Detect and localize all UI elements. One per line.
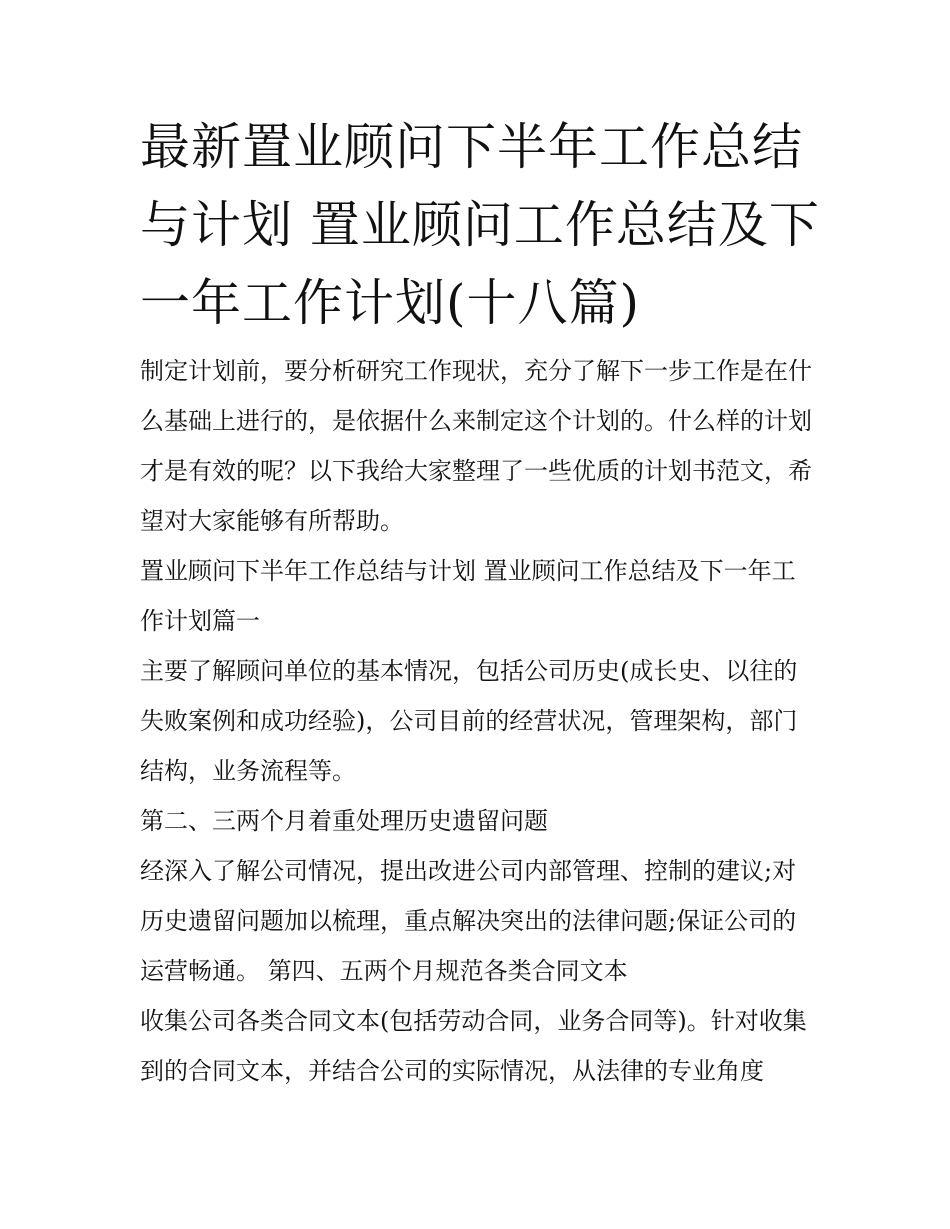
section-heading: 置业顾问下半年工作总结与计划 置业顾问工作总结及下一年工作计划篇一 — [140, 557, 796, 635]
body-paragraph: 经深入了解公司情况，提出改进公司内部管理、控制的建议;对历史遗留问题加以梳理，重点解决突出的法律问题;保证公司的运营畅通。 第四、五两个月规范各类合同文本 — [140, 857, 797, 985]
document-page — [140, 108, 820, 1096]
document-body — [140, 346, 820, 1096]
document-title: 最新置业顾问下半年工作总结与计划 置业顾问工作总结及下一年工作计划(十八篇) — [140, 118, 820, 332]
intro-paragraph: 制定计划前，要分析研究工作现状，充分了解下一步工作是在什么基础上进行的，是依据什么来制定这个计划的。什么样的计划才是有效的呢？以下我给大家整理了一些优质的计划书范文，希望对大家能够有所帮助。 — [140, 357, 812, 535]
body-paragraph: 主要了解顾问单位的基本情况，包括公司历史(成长史、以往的失败案例和成功经验)，公司目前的经营状况，管理架构，部门结构，业务流程等。 — [140, 657, 798, 785]
body-paragraph: 收集公司各类合同文本(包括劳动合同，业务合同等)。针对收集到的合同文本，并结合公司的实际情况，从法律的专业角度 — [140, 1007, 807, 1085]
body-paragraph: 第二、三两个月着重处理历史遗留问题 — [140, 807, 548, 835]
title-block — [140, 108, 820, 342]
